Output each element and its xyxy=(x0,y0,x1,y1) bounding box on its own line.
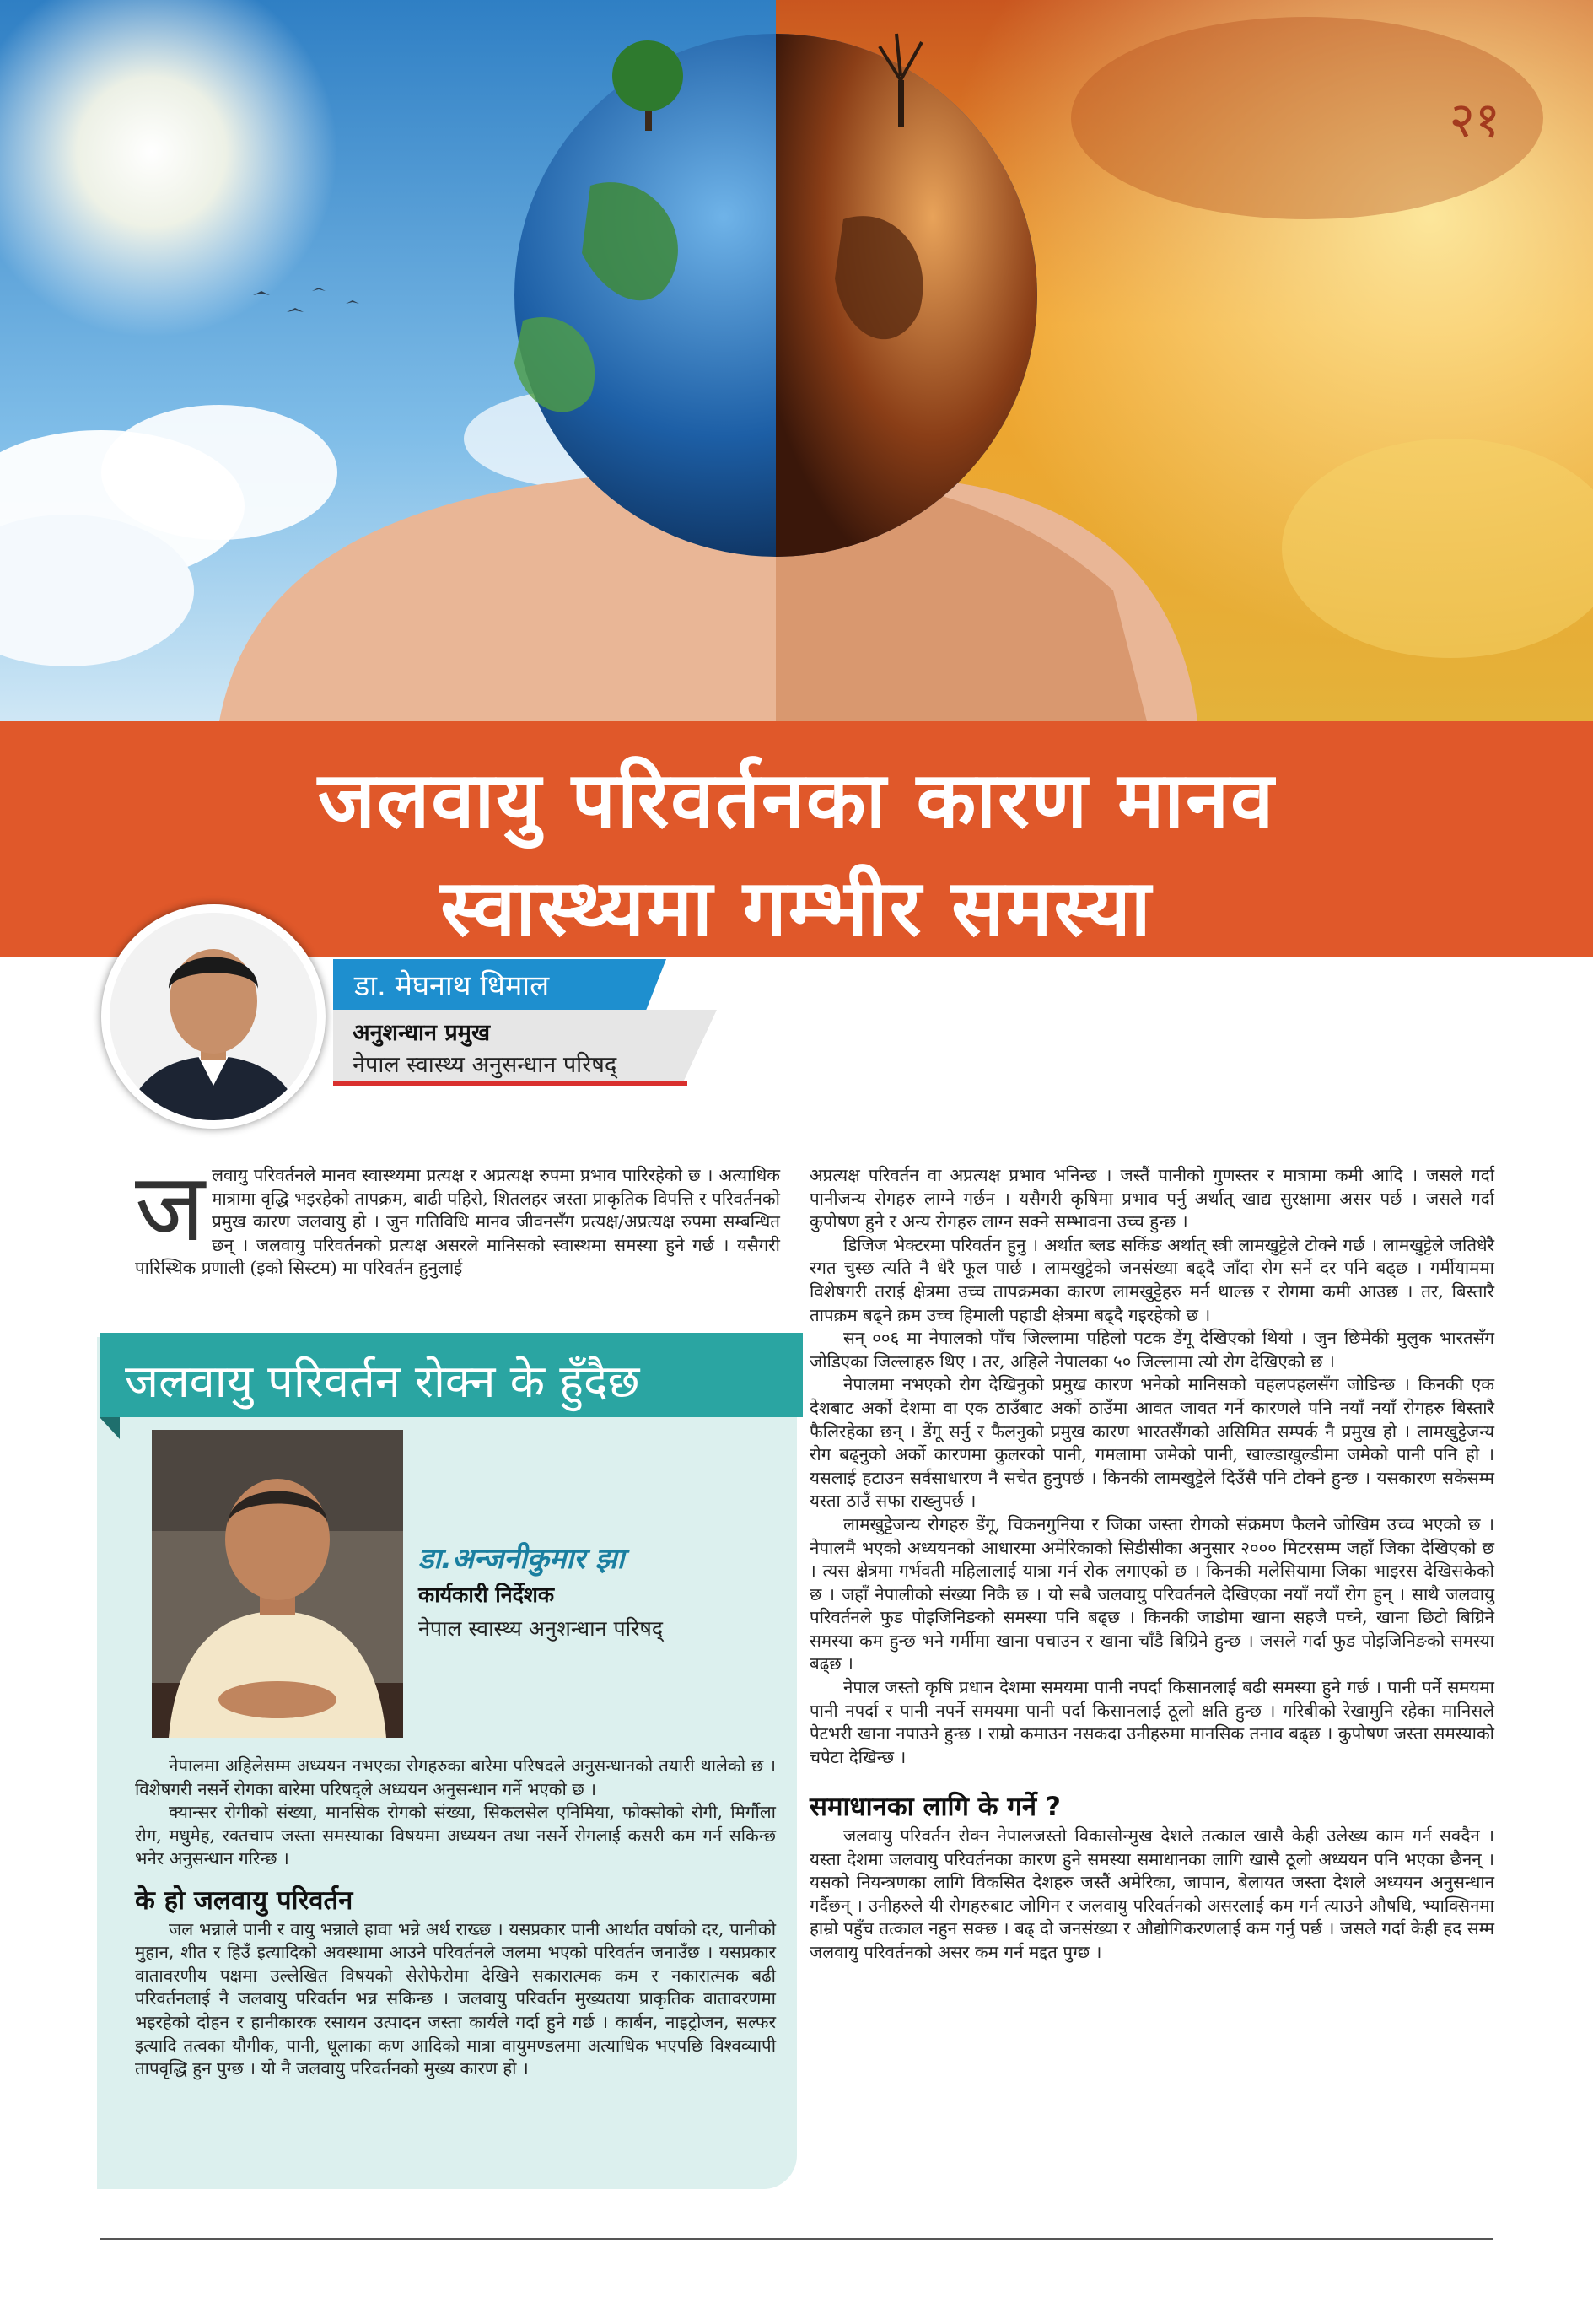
author-title: अनुशन्धान प्रमुख xyxy=(353,1020,491,1046)
right-column xyxy=(810,1164,1494,1965)
body-paragraph: नेपाल जस्तो कृषि प्रधान देशमा समयमा पानी नपर्दा किसानलाई बढी समस्या हुने गर्छ । पानी पर्ने समयमा पानी नपर्दा र पानी नपर्ने समयमा पानी पर्दा किसानलाई ठूलो क्षति हुन्छ । गरिबीको रेखामुनि रहेका मानिसले पेटभरी खाना नपाउने हुन्छ । राम्रो कमाउन नसकदा उनीहरुमा मानसिक तनाव बढ्छ । कुपोषण जस्ता समस्याको चपेटा देखिन्छ । xyxy=(810,1677,1494,1767)
body-paragraph: अप्रत्यक्ष परिवर्तन वा अप्रत्यक्ष प्रभाव भनिन्छ । जस्तैं पानीको गुणस्तर र मात्रामा कमी आदि । जसले गर्दा पानीजन्य रोगहरु लाग्ने गर्छन । यसैगरी कृषिमा प्रभाव पर्नु अर्थात् खाद्य सुरक्षामा असर पर्छ । जसले गर्दा कुपोषण हुने र अन्य रोगहरु लाग्न सक्ने सम्भावना उच्च हुन्छ । xyxy=(810,1165,1494,1232)
body-paragraph: डिजिज भेक्टरमा परिवर्तन हुनु । अर्थात ब्लड सकिंङ अर्थात् स्त्री लामखुट्टेले टोक्ने गर्छ । लामखुट्टेले जतिधेरै रगत चुस्छ त्यति नै धेरै फूल पार्छ । लामखुट्टेको जनसंख्या बढ्दै जाँदा रोग सर्ने दर पनि बढ्छ । गर्मीयाममा विशेषगरी तराई क्षेत्रमा उच्च तापक्रमका कारण लामखुट्टेहरु मर्न थाल्छ र रोगमा कमी आउछ । तर, बिस्तारै तापक्रम बढ्ने क्रम उच्च हिमाली पहाडी क्षेत्रमा बढ्दै गइरहेको छ । xyxy=(810,1234,1494,1325)
sidebar-heading: जलवायु परिवर्तन रोक्न के हुँदैछ xyxy=(125,1355,640,1408)
sidebar-paragraph: क्यान्सर रोगीको संख्या, मानसिक रोगको संख्या, सिकलसेल एनिमिया, फोक्सोको रोगी, मिर्गौला रोग, मधुमेह, रक्तचाप जस्ता समस्याका विषयमा अध्ययन तथा नसर्ने रोगलाई कसरी कम गर्न सकिन्छ भनेर अनुसन्धान गरिन्छ । xyxy=(135,1802,776,1869)
section-heading: समाधानका लागि के गर्ने ? xyxy=(810,1792,1061,1823)
sidebar-person-org: नेपाल स्वास्थ्य अनुशन्धान परिषद् xyxy=(418,1616,664,1641)
author-avatar xyxy=(101,904,326,1129)
intro-column xyxy=(135,1153,780,1281)
dropcap: ज xyxy=(135,1153,206,1263)
author-role-underline xyxy=(333,1081,687,1086)
sidebar-person-name: डा.अन्जनीकुमार झा xyxy=(418,1542,625,1576)
title-line-2: स्वास्थ्यमा गम्भीर समस्या xyxy=(440,863,1153,953)
hero-image xyxy=(0,0,1593,721)
author-organization: नेपाल स्वास्थ्य अनुसन्धान परिषद् xyxy=(353,1052,617,1078)
title-line-1: जलवायु परिवर्तनका कारण मानव xyxy=(317,755,1276,845)
body-paragraph: सन् ००६ मा नेपालको पाँच जिल्लामा पहिलो पटक डेंगू देखिएको थियो । जुन छिमेकी मुलुक भारतसँग जोडिएका जिल्लाहरु थिए । तर, अहिले नेपालका ५० जिल्लामा त्यो रोग देखिएको छ । xyxy=(810,1328,1494,1372)
intro-paragraph: लवायु परिवर्तनले मानव स्वास्थ्यमा प्रत्यक्ष र अप्रत्यक्ष रुपमा प्रभाव पारिरहेको छ । अत्याधिक मात्रामा वृद्धि भइरहेको तापक्रम, बाढी पहिरो, शितलहर जस्ता प्राकृतिक विपत्ति र परिवर्तनको प्रमुख कारण जलवायु हो । जुन गतिविधि मानव जीवनसँग प्रत्यक्ष/अप्रत्यक्ष रुपमा सम्बन्धित छन् । जलवायु परिवर्तनको प्रत्यक्ष असरले मानिसको स्वास्थमा समस्या हुने गर्छ । यसैगरी पारिस्थिक प्रणाली (इको सिस्टम) मा परिवर्तन हुनुलाई xyxy=(135,1165,780,1279)
page-number: २१ xyxy=(1449,91,1500,148)
sidebar-subheading: के हो जलवायु परिवर्तन xyxy=(135,1885,353,1916)
sidebar-person-title: कार्यकारी निर्देशक xyxy=(418,1583,555,1607)
sidebar-banner-fold xyxy=(100,1417,120,1439)
sidebar-person-photo xyxy=(152,1430,403,1738)
author-name: डा. मेघनाथ धिमाल xyxy=(354,969,550,1003)
sidebar-banner xyxy=(100,1333,803,1417)
body-paragraph: जलवायु परिवर्तन रोक्न नेपालजस्तो विकासोन्मुख देशले तत्काल खासै केही उलेख्य काम गर्न सक्दैन । यस्ता देशमा जलवायु परिवर्तनका कारण हुने समस्या समाधानका लागि खासै ठूलो अध्ययन पनि भएका छैनन् । यसको नियन्त्रणका लागि विकसित देशहरु जस्तैं अमेरिका, जापान, बेलायत जस्ता देशले अध्ययन अनुसन्धान गर्दैछन् । उनीहरुले यी रोगहरुबाट जोगिन र जलवायु परिवर्तनको असरलाई कम गर्न त्याउने औषधि, भ्याक्सिनमा हाम्रो पहुँच तत्काल नहुन सक्छ । बढ् दो जनसंख्या र औद्योगिकरणलाई कम गर्नु पर्छ । जसले गर्दा केही हद सम्म जलवायु परिवर्तनको असर कम गर्न मद्दत पुग्छ । xyxy=(810,1825,1494,1962)
body-paragraph: नेपालमा नभएको रोग देखिनुको प्रमुख कारण भनेको मानिसको चहलपहलसँग जोडिन्छ । किनकी एक देशबाट अर्को देशमा वा एक ठाउँबाट अर्को ठाउँमा आवत जावत गर्ने कारणले पनि नयाँ नयाँ रोगहरु बिस्तारै फैलिरहेका छन् । डेंगू सर्नु र फैलनुको प्रमुख कारण भारतसँगको असिमित सम्पर्क नै प्रमुख हो । लामखुट्टेजन्य रोग बढ्नुको अर्को कारणमा कुलरको पानी, गमलामा जमेको पानी, खाल्डाखुल्डीमा जमेको पानी पनि हो । यसलाई हटाउन सर्वसाधारण नै सचेत हुनुपर्छ । किनकी लामखुट्टेले दिउँसै पनि टोक्ने हुन्छ । यसकारण सकेसम्म यस्ता ठाउँ सफा राख्नुपर्छ । xyxy=(810,1374,1494,1512)
body-paragraph: लामखुट्टेजन्य रोगहरु डेंगू, चिकनगुनिया र जिका जस्ता रोगको संक्रमण फैलने जोखिम उच्च भएको छ । नेपालमै भएको अध्ययनको आधारमा अमेरिकाको सिडीसीका अनुसार २००० मिटरसम्म जहाँ जिका देखिएको छ । त्यस क्षेत्रमा गर्भवती महिलालाई यात्रा गर्न रोक लगाएको छ । किनकी मलेसियामा जिका भाइरस देखिसकेको छ । जहाँ नेपालीको संख्या निकै छ । यो सबै जलवायु परिवर्तनले देखिएका नयाँ नयाँ रोग हुन् । साथै जलवायु परिवर्तनले फुड पोइजिनिङको समस्या पनि बढ्छ । किनकी जाडोमा खाना सहजै पच्ने, खाना छिटो बिग्रिने समस्या कम हुन्छ भने गर्मीमा खाना पचाउन र खाना चाँडै बिग्रिने हुन्छ । जसले गर्दा फुड पोइजिनिङको समस्या बढ्छ । xyxy=(810,1513,1494,1674)
globe-in-hands-illustration xyxy=(0,0,1593,721)
sidebar-paragraph: नेपालमा अहिलेसम्म अध्ययन नभएका रोगहरुका बारेमा परिषदले अनुसन्धानको तयारी थालेको छ । विशेषगरी नसर्ने रोगका बारेमा परिषद्ले अध्ययन अनुसन्धान गर्ने भएको छ । xyxy=(135,1755,776,1799)
sidebar-text xyxy=(135,1755,776,2081)
footer-rule xyxy=(100,2238,1493,2240)
sidebar-paragraph: जल भन्नाले पानी र वायु भन्नाले हावा भन्ने अर्थ राख्छ । यसप्रकार पानी आर्थात वर्षाको दर, पानीको मुहान, शीत र हिउँ इत्यादिको अवस्थामा आउने परिवर्तनले जलमा भएको परिवर्तन जनाउँछ । यसप्रकार वातावरणीय पक्षमा उल्लेखित विषयको सेरोफेरोमा देखिने सकारात्मक कम र नकारात्मक बढी परिवर्तनलाई नै जलवायु परिवर्तन भन्न सकिन्छ । जलवायु परिवर्तन मुख्यतया प्राकृतिक वातावरणमा भइरहेको दोहन र हानीकारक रसायन उत्पादन जस्ता कार्यले गर्दा हुने गर्छ । कार्बन, नाइट्रोजन, सल्फर इत्यादि तत्वका यौगीक, पानी, धूलाका कण आदिको मात्रा वायुमण्डलमा अत्याधिक भएपछि विश्वव्यापी तापवृद्धि हुन पुग्छ । यो नै जलवायु परिवर्तनको मुख्य कारण हो । xyxy=(135,1918,776,2079)
